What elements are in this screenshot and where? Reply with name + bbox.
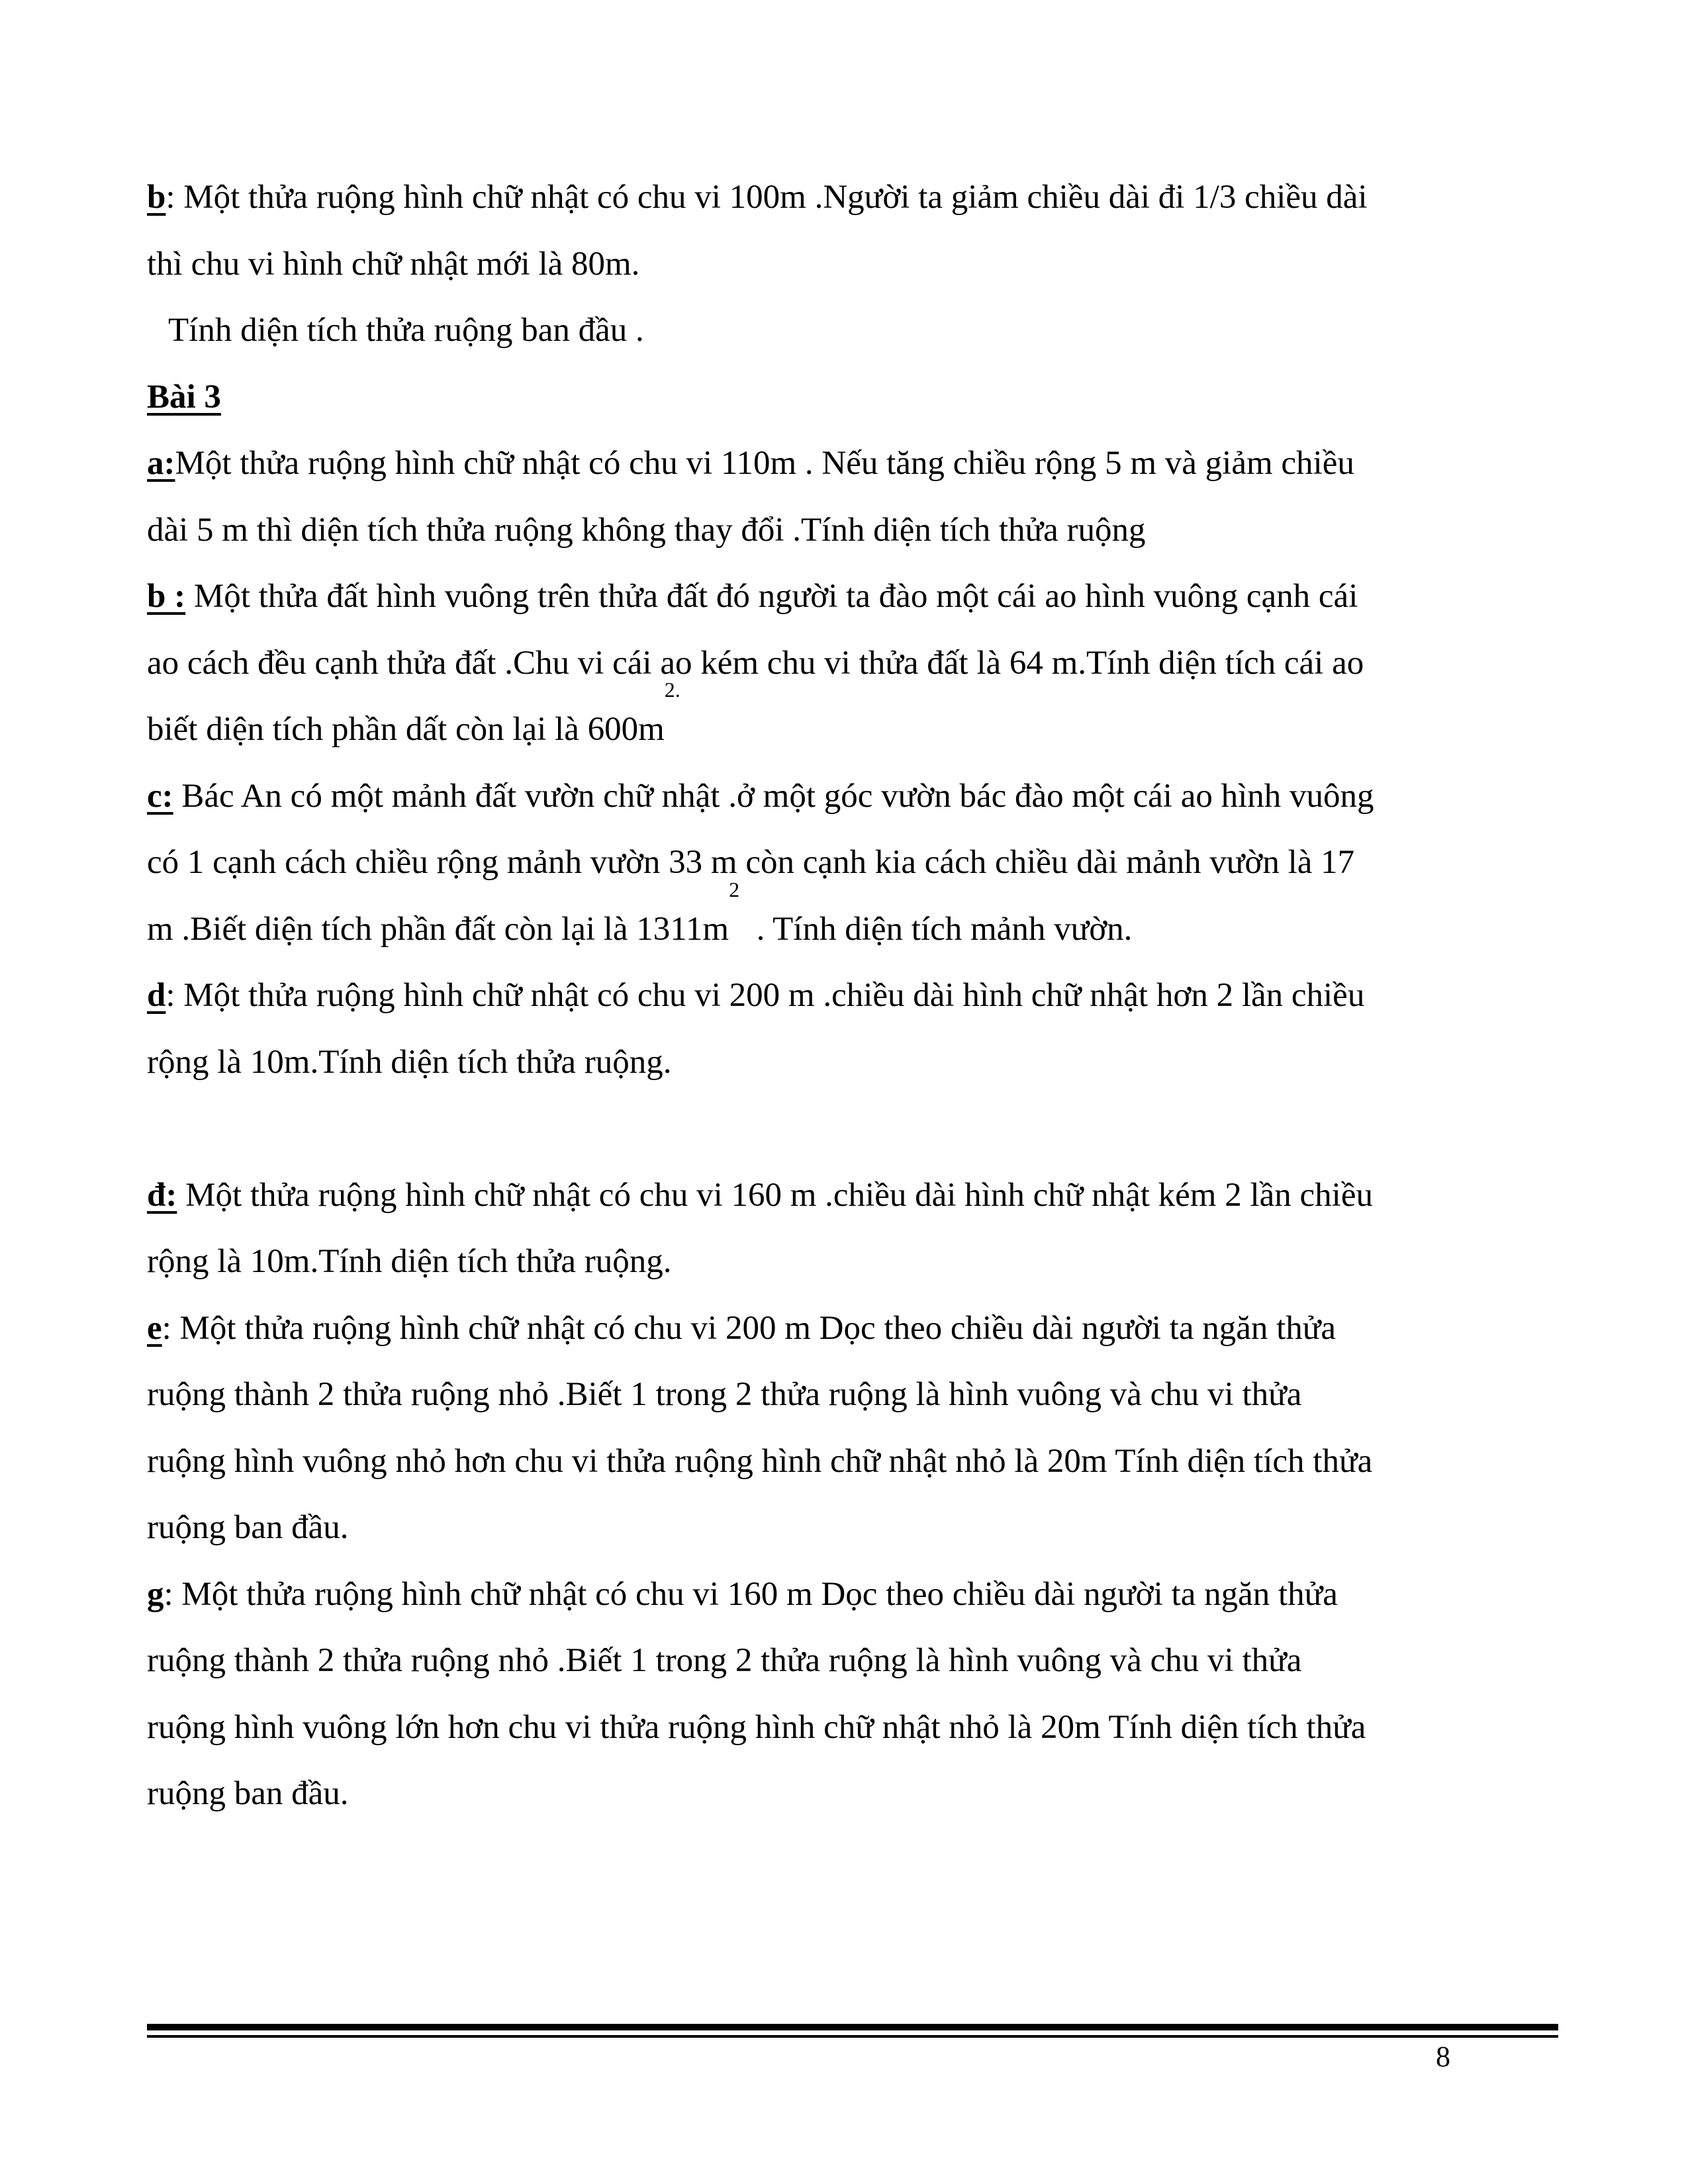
text: : Một thửa ruộng hình chữ nhật có chu vi 100m .Người ta giảm chiều dài đi 1/3 chiều dài [165,179,1368,216]
label-e: e [147,1309,162,1347]
footer-rule-thin [147,2035,1558,2038]
heading-bai-3 [147,364,1557,431]
footer-rule-thick [147,2024,1558,2030]
heading-text: Bài 3 [147,378,221,416]
line-e3: ruộng hình vuông nhỏ hơn chu vi thửa ruộng hình chữ nhật nhỏ là 20m Tính diện tích thửa [147,1442,1373,1480]
text: Một thửa ruộng hình chữ nhật có chu vi 110m . Nếu tăng chiều rộng 5 m và giảm chiều [175,445,1354,482]
page-content [147,164,1557,1827]
label-b: b [147,179,166,216]
line-a1 [147,430,1557,497]
line-b3: Tính diện tích thửa ruộng ban đầu . [168,312,644,349]
line-d1 [147,962,1557,1029]
line-g2: ruộng thành 2 thửa ruộng nhỏ .Biết 1 trong 2 thửa ruộng là hình vuông và chu vi thửa [147,1642,1302,1679]
line-g3: ruộng hình vuông lớn hơn chu vi thửa ruộng hình chữ nhật nhỏ là 20m Tính diện tích thửa [147,1708,1366,1746]
line-c2: có 1 cạnh cách chiều rộng mảnh vườn 33 m còn cạnh kia cách chiều dài mảnh vườn là 17 [147,844,1355,881]
line-dd2: rộng là 10m.Tính diện tích thửa ruộng. [147,1243,672,1280]
line-g1 [147,1561,1557,1628]
superscript: 2. [664,678,680,702]
text: Một thửa đất hình vuông trên thửa đất đó người ta đào một cái ao hình vuông cạnh cái [185,578,1358,615]
blank-line [147,1095,1557,1162]
superscript: 2 [729,877,740,901]
text: Bác An có một mảnh đất vườn chữ nhật .ở một góc vườn bác đào một cái ao hình vuông [173,777,1374,815]
label-a: a: [147,445,175,482]
label-dd: đ: [147,1176,177,1214]
line-e2: ruộng thành 2 thửa ruộng nhỏ .Biết 1 trong 2 thửa ruộng là hình vuông và chu vi thửa [147,1376,1302,1413]
label-c: c: [147,777,173,815]
line-b-3 [147,678,1557,763]
text: Một thửa ruộng hình chữ nhật có chu vi 160 m .chiều dài hình chữ nhật kém 2 lần chiều [177,1176,1373,1214]
text: : Một thửa ruộng hình chữ nhật có chu vi 160 m Dọc theo chiều dài người ta ngăn thửa [164,1575,1338,1613]
text: : Một thửa ruộng hình chữ nhật có chu vi 200 m Dọc theo chiều dài người ta ngăn thửa [162,1309,1336,1347]
line-d2: rộng là 10m.Tính diện tích thửa ruộng. [147,1043,672,1081]
line-b1 [147,164,1557,231]
label-g: g [147,1575,164,1613]
line-c3 [147,877,1557,963]
text: biết diện tích phần dất còn lại là 600m [147,711,665,748]
text: m .Biết diện tích phần đất còn lại là 1311m [147,910,729,948]
line-c1 [147,763,1557,830]
line-g4: ruộng ban đầu. [147,1775,349,1812]
line-e1 [147,1295,1557,1362]
line-e4: ruộng ban đầu. [147,1509,349,1546]
line-dd1 [147,1162,1557,1229]
text: : Một thửa ruộng hình chữ nhật có chu vi 200 m .chiều dài hình chữ nhật hơn 2 lần chiều [165,977,1365,1014]
line-b-1 [147,563,1557,630]
label-b2: b : [147,578,186,615]
text-tail: . Tính diện tích mảnh vườn. [739,910,1133,948]
page-number: 8 [1436,2040,1450,2073]
label-d: d [147,977,166,1014]
line-a2: dài 5 m thì diện tích thửa ruộng không thay đổi .Tính diện tích thửa ruộng [147,511,1146,549]
line-b2: thì chu vi hình chữ nhật mới là 80m. [147,245,640,283]
line-b-2: ao cách đều cạnh thửa đất .Chu vi cái ao kém chu vi thửa đất là 64 m.Tính diện tích cái ao [147,644,1364,682]
